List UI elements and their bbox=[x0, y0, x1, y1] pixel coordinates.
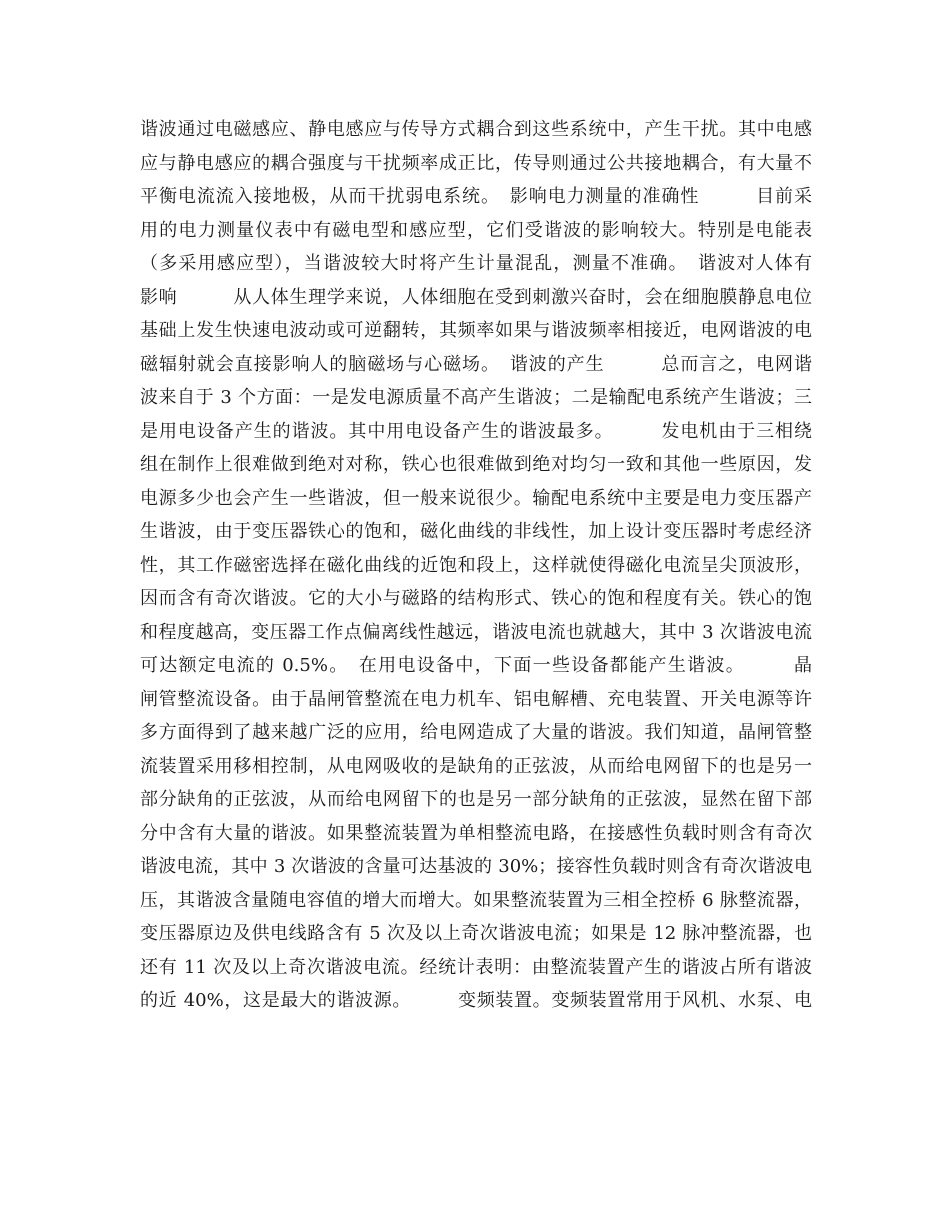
text-line: 闸管整流设备。由于晶闸管整流在电力机车、铝电解槽、充电装置、开关电源等许 bbox=[140, 688, 812, 710]
text-line: 用的电力测量仪表中有磁电型和感应型，它们受谐波的影响较大。特别是电能表 bbox=[140, 219, 812, 241]
text-line: 组在制作上很难做到绝对对称，铁心也很难做到绝对均匀一致和其他一些原因，发 bbox=[140, 454, 812, 475]
text-line: 影响 从人体生理学来说，人体细胞在受到刺激兴奋时，会在细胞膜静息电位 bbox=[140, 286, 812, 308]
text-line: 是用电设备产生的谐波。其中用电设备产生的谐波最多。 发电机由于三相绕 bbox=[140, 420, 812, 442]
text-line: 流装置采用移相控制，从电网吸收的是缺角的正弦波，从而给电网留下的也是另一 bbox=[140, 755, 812, 777]
text-line: 压，其谐波含量随电容值的增大而增大。如果整流装置为三相全控桥 6 脉整流器， bbox=[140, 889, 812, 911]
text-line: 和程度越高，变压器工作点偏离线性越远，谐波电流也就越大，其中 3 次谐波电流 bbox=[140, 621, 812, 643]
text-line: （多采用感应型），当谐波较大时将产生计量混乱，测量不准确。 谐波对人体有 bbox=[140, 253, 812, 274]
text-line: 基础上发生快速电波动或可逆翻转，其频率如果与谐波频率相接近，电网谐波的电 bbox=[140, 320, 812, 341]
text-line: 性，其工作磁密选择在磁化曲线的近饱和段上，这样就使得磁化电流呈尖顶波形， bbox=[140, 554, 812, 576]
text-line: 平衡电流流入接地极，从而干扰弱电系统。 影响电力测量的准确性 目前采 bbox=[140, 186, 812, 207]
text-line: 应与静电感应的耦合强度与干扰频率成正比，传导则通过公共接地耦合，有大量不 bbox=[140, 152, 812, 174]
text-line: 多方面得到了越来越广泛的应用，给电网造成了大量的谐波。我们知道，晶闸管整 bbox=[140, 722, 812, 743]
text-line: 的近 40%，这是最大的谐波源。 变频装置。变频装置常用于风机、水泵、电 bbox=[140, 990, 812, 1011]
text-line: 因而含有奇次谐波。它的大小与磁路的结构形式、铁心的饱和程度有关。铁心的饱 bbox=[140, 588, 812, 609]
text-line: 分中含有大量的谐波。如果整流装置为单相整流电路，在接感性负载时则含有奇次 bbox=[140, 822, 812, 844]
text-line: 谐波电流，其中 3 次谐波的含量可达基波的 30%；接容性负载时则含有奇次谐波电 bbox=[140, 856, 812, 877]
text-line: 可达额定电流的 0.5%。 在用电设备中，下面一些设备都能产生谐波。 晶 bbox=[140, 655, 812, 676]
body-text bbox=[140, 113, 812, 1018]
text-line: 变压器原边及供电线路含有 5 次及以上奇次谐波电流；如果是 12 脉冲整流器，也 bbox=[140, 923, 812, 944]
text-line: 生谐波，由于变压器铁心的饱和，磁化曲线的非线性，加上设计变压器时考虑经济 bbox=[140, 521, 812, 542]
text-line: 波来自于 3 个方面：一是发电源质量不高产生谐波；二是输配电系统产生谐波；三 bbox=[140, 387, 812, 408]
text-line: 电源多少也会产生一些谐波，但一般来说很少。输配电系统中主要是电力变压器产 bbox=[140, 487, 812, 509]
text-line: 谐波通过电磁感应、静电感应与传导方式耦合到这些系统中，产生干扰。其中电感 bbox=[140, 119, 812, 140]
text-line: 磁辐射就会直接影响人的脑磁场与心磁场。 谐波的产生 总而言之，电网谐 bbox=[140, 353, 812, 375]
text-line: 部分缺角的正弦波，从而给电网留下的也是另一部分缺角的正弦波，显然在留下部 bbox=[140, 789, 812, 810]
text-line: 还有 11 次及以上奇次谐波电流。经统计表明：由整流装置产生的谐波占所有谐波 bbox=[140, 956, 812, 978]
